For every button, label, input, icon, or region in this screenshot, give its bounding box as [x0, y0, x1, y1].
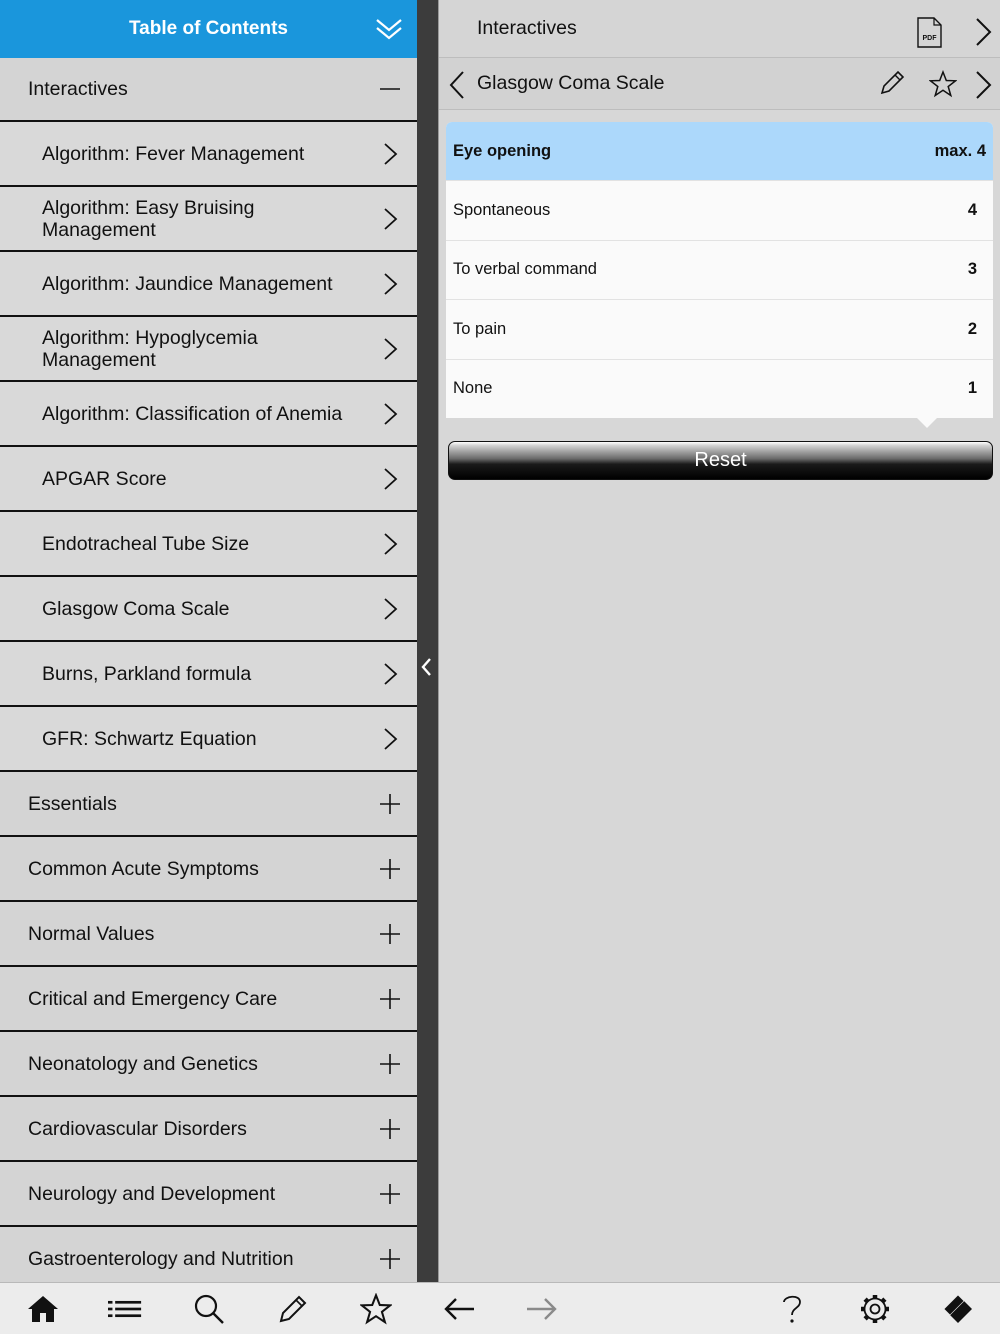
toc-item-schwartz[interactable]	[0, 707, 417, 772]
chevron-right-icon	[379, 403, 401, 425]
plus-icon[interactable]	[379, 858, 401, 880]
gcs-eye-opening-card	[446, 122, 993, 418]
chevron-right-icon	[379, 143, 401, 165]
toc-section-label: Gastroenterology and Nutrition	[28, 1247, 294, 1270]
chevron-right-icon	[379, 663, 401, 685]
toc-item-label: Glasgow Coma Scale	[42, 597, 230, 620]
notes-button[interactable]	[276, 1293, 310, 1325]
toc-section-acute-symptoms[interactable]	[0, 837, 417, 902]
option-score: 2	[967, 319, 977, 338]
option-score: 4	[967, 200, 977, 219]
toc-section-gastroenterology[interactable]	[0, 1227, 417, 1282]
store-button[interactable]	[941, 1293, 975, 1325]
toc-section-neurology[interactable]	[0, 1162, 417, 1227]
option-label: None	[453, 379, 493, 398]
chevron-right-icon	[379, 273, 401, 295]
plus-icon[interactable]	[379, 923, 401, 945]
arrow-right-icon	[526, 1297, 558, 1321]
toc-section-label: Cardiovascular Disorders	[28, 1117, 247, 1140]
option-row[interactable]	[446, 180, 993, 240]
toc-item-anemia[interactable]	[0, 382, 417, 447]
toc-section-normal-values[interactable]	[0, 902, 417, 967]
pencil-icon[interactable]	[879, 70, 905, 96]
chevron-right-icon	[379, 533, 401, 555]
option-label: Spontaneous	[453, 200, 551, 219]
option-label: To verbal command	[453, 260, 597, 279]
toc-item-label: APGAR Score	[42, 467, 167, 490]
category-label: Eye opening	[453, 141, 552, 160]
minus-icon[interactable]	[379, 78, 401, 100]
plus-icon[interactable]	[379, 793, 401, 815]
content-section-bar	[439, 0, 1000, 58]
plus-icon[interactable]	[379, 1183, 401, 1205]
home-button[interactable]	[26, 1293, 60, 1325]
toc-item-label: Algorithm: Jaundice Management	[42, 272, 333, 295]
category-header	[446, 122, 993, 180]
option-row[interactable]	[446, 299, 993, 359]
toc-item-label: Algorithm: Easy Bruising Management	[42, 196, 255, 241]
help-icon	[780, 1293, 804, 1325]
toc-section-label: Neonatology and Genetics	[28, 1052, 258, 1075]
toc-section-label: Critical and Emergency Care	[28, 987, 278, 1010]
tag-icon	[942, 1293, 974, 1325]
toc-section-label: Essentials	[28, 792, 117, 815]
toc-section-interactives[interactable]	[0, 58, 417, 122]
category-max: max. 4	[934, 141, 986, 160]
pencil-icon	[278, 1294, 308, 1324]
toc-item-apgar[interactable]	[0, 447, 417, 512]
plus-icon[interactable]	[379, 988, 401, 1010]
toc-item-label: Burns, Parkland formula	[42, 662, 252, 685]
search-button[interactable]	[192, 1293, 226, 1325]
back-button[interactable]	[442, 1293, 476, 1325]
content-title-bar	[439, 58, 1000, 110]
content-panel	[438, 0, 1000, 1282]
chevron-left-icon[interactable]	[447, 70, 467, 100]
toc-item-ett[interactable]	[0, 512, 417, 577]
pdf-icon[interactable]	[916, 17, 942, 48]
toc-header[interactable]	[0, 0, 417, 58]
toc-panel	[0, 0, 417, 1282]
chevron-right-icon[interactable]	[972, 70, 994, 100]
settings-icon	[859, 1293, 891, 1325]
toc-item-label: GFR: Schwartz Equation	[42, 727, 257, 750]
toc-item-label: Algorithm: Fever Management	[42, 142, 305, 165]
double-chevron-down-icon[interactable]	[375, 14, 403, 42]
section-title: Interactives	[477, 17, 577, 39]
toc-section-label: Common Acute Symptoms	[28, 857, 259, 880]
option-row[interactable]	[446, 359, 993, 419]
page-title: Glasgow Coma Scale	[477, 72, 665, 94]
option-label: To pain	[453, 319, 507, 338]
toc-section-neonatology[interactable]	[0, 1032, 417, 1097]
toc-item-label: Endotracheal Tube Size	[42, 532, 250, 555]
collapse-chevron-icon[interactable]	[420, 655, 434, 679]
toc-item-gcs[interactable]	[0, 577, 417, 642]
toc-section-essentials[interactable]	[0, 772, 417, 837]
pdf-icon-label: PDF	[922, 35, 937, 42]
chevron-right-icon	[379, 728, 401, 750]
search-icon	[193, 1293, 225, 1325]
toc-item-bruising[interactable]	[0, 187, 417, 252]
reset-button[interactable]: Reset	[448, 441, 993, 480]
help-button[interactable]	[775, 1293, 809, 1325]
chevron-right-icon	[379, 338, 401, 360]
toc-section-cardiovascular[interactable]	[0, 1097, 417, 1162]
chevron-right-icon	[379, 598, 401, 620]
plus-icon[interactable]	[379, 1118, 401, 1140]
favorites-button[interactable]	[359, 1293, 393, 1325]
plus-icon[interactable]	[379, 1248, 401, 1270]
chevron-right-icon[interactable]	[972, 17, 994, 47]
toc-section-label: Interactives	[28, 78, 128, 100]
toc-section-critical-care[interactable]	[0, 967, 417, 1032]
toc-item-parkland[interactable]	[0, 642, 417, 707]
option-score: 3	[967, 260, 977, 279]
toc-item-hypoglycemia[interactable]	[0, 317, 417, 382]
toc-title: Table of Contents	[128, 18, 289, 39]
toc-section-label: Normal Values	[28, 922, 155, 945]
bottom-toolbar	[0, 1282, 1000, 1334]
settings-button[interactable]	[858, 1293, 892, 1325]
toc-item-fever[interactable]	[0, 122, 417, 187]
forward-button[interactable]	[525, 1293, 559, 1325]
home-icon	[27, 1294, 59, 1324]
toc-item-jaundice[interactable]	[0, 252, 417, 317]
star-icon	[360, 1293, 392, 1325]
toc-item-label: Algorithm: Classification of Anemia	[42, 402, 343, 425]
toc-item-label: Algorithm: Hypoglycemia Management	[42, 326, 258, 371]
option-score: 1	[967, 379, 977, 398]
arrow-left-icon	[443, 1297, 475, 1321]
card-pointer	[917, 418, 937, 428]
option-row[interactable]	[446, 240, 993, 300]
list-icon	[108, 1298, 142, 1320]
toc-section-label: Neurology and Development	[28, 1182, 276, 1205]
star-icon[interactable]	[929, 70, 957, 98]
plus-icon[interactable]	[379, 1053, 401, 1075]
toc-button[interactable]	[108, 1293, 142, 1325]
panel-divider[interactable]	[417, 0, 438, 1282]
chevron-right-icon	[379, 468, 401, 490]
chevron-right-icon	[379, 208, 401, 230]
